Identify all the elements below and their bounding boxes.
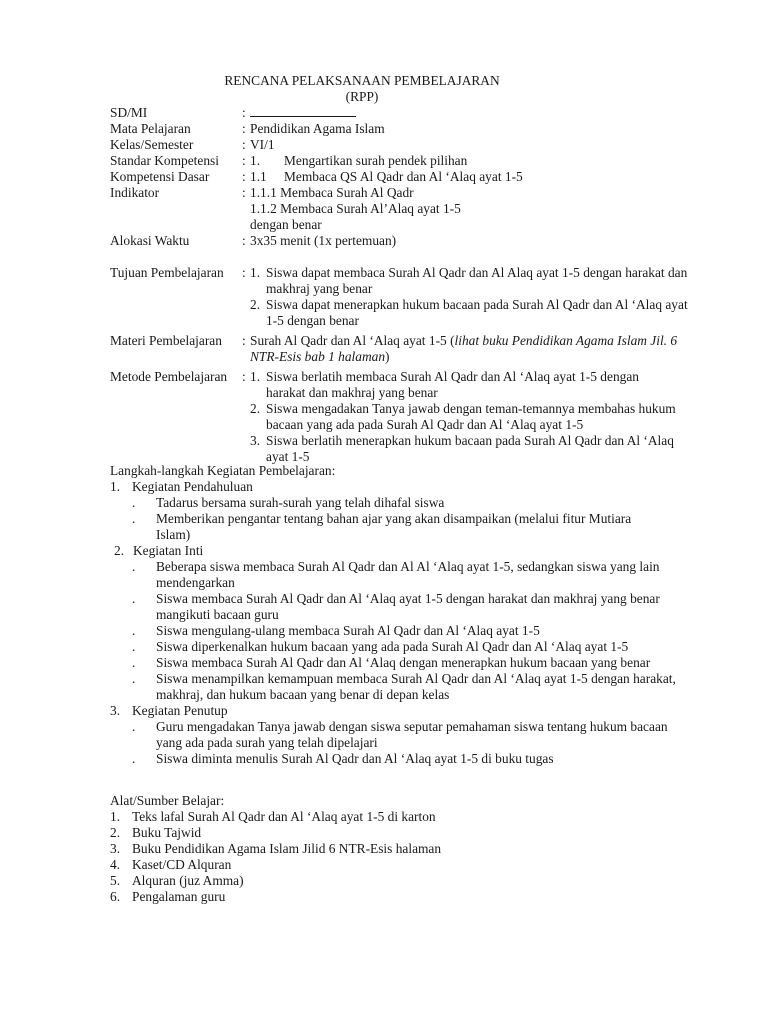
list-item: . Tadarus bersama surah-surah yang telah dihafal siswa [132, 495, 445, 510]
identity-block [110, 105, 710, 465]
row-kelas: Kelas/Semester : VI/1 [110, 137, 275, 152]
list-item: 5. Alquran (juz Amma) [110, 873, 244, 888]
list-item: . Beberapa siswa membaca Surah Al Qadr dan Al Al ‘Alaq ayat 1-5, sedangkan siswa yang lain mendengarkan [132, 559, 660, 590]
steps-heading: Langkah-langkah Kegiatan Pembelajaran: [110, 463, 336, 478]
list-item: . Siswa diperkenalkan hukum bacaan yang ada pada Surah Al Qadr dan Al ‘Alaq ayat 1-5 [132, 639, 629, 654]
list-item: 2. Siswa dapat menerapkan hukum bacaan pada Surah Al Qadr dan Al ‘Alaq ayat 1-5 dengan benar [250, 297, 688, 328]
list-item: . Siswa diminta menulis Surah Al Qadr dan Al ‘Alaq ayat 1-5 di buku tugas [132, 751, 554, 766]
list-item: . Siswa menampilkan kemampuan membaca Surah Al Qadr dan Al ‘Alaq ayat 1-5 dengan harakat, makhraj, dan hukum bacaan yang benar di depan kelas [132, 671, 676, 702]
list-item: 3. Siswa berlatih menerapkan hukum bacaan pada Surah Al Qadr dan Al ‘Alaq ayat 1-5 [250, 433, 674, 464]
row-materi: Materi Pembelajaran : Surah Al Qadr dan Al ‘Alaq ayat 1-5 (lihat buku Pendidikan Agama Islam Jil. 6 NTR-Esis bab 1 halaman) [110, 333, 678, 364]
list-item: . Guru mengadakan Tanya jawab dengan siswa seputar pemahaman siswa tentang hukum bacaan yang ada pada surah yang telah dipelajari [132, 719, 668, 750]
tools-heading: Alat/Sumber Belajar: [110, 793, 225, 808]
row-mapel: Mata Pelajaran : Pendidikan Agama Islam [110, 121, 385, 136]
list-item: . Siswa membaca Surah Al Qadr dan Al ‘Alaq ayat 1-5 dengan harakat dan makhraj yang benar mangikuti bacaan guru [132, 591, 660, 622]
row-sdmi: SD/MI : [110, 105, 710, 121]
document-title: RENCANA PELAKSANAAN PEMBELAJARAN [224, 73, 500, 88]
list-item: 1. Siswa dapat membaca Surah Al Qadr dan Al Alaq ayat 1-5 dengan harakat dan makhraj yang benar [250, 265, 688, 296]
blank-school-field [250, 105, 356, 117]
learning-resources [110, 793, 710, 905]
list-item: 1. Siswa berlatih membaca Surah Al Qadr dan Al ‘Alaq ayat 1-5 dengan harakat dan makhraj yang benar [250, 369, 639, 400]
row-indikator: Indikator : 1.1.1 Membaca Surah Al Qadr 1.1.2 Membaca Surah Al’Alaq ayat 1-5 dengan benar [110, 185, 461, 232]
list-item: 4. Kaset/CD Alquran [110, 857, 232, 872]
list-item: . Siswa membaca Surah Al Qadr dan Al ‘Alaq dengan menerapkan hukum bacaan yang benar [132, 655, 651, 670]
list-item: 1. Teks lafal Surah Al Qadr dan Al ‘Alaq ayat 1-5 di karton [110, 809, 436, 824]
section-penutup: 3. Kegiatan Penutup [110, 703, 228, 718]
row-metode: Metode Pembelajaran : 1. Siswa berlatih membaca Surah Al Qadr dan Al ‘Alaq ayat 1-5 dengan harakat dan makhraj yang benar 2. Siswa mengadakan Tanya jawab dengan teman-temannya membahas hukum bacaan yang ada pada Surah Al Qadr dan Al ‘Alaq ayat 1-5 3. Siswa berlatih menerapkan hukum bacaan pada Surah Al Qadr dan Al ‘Alaq ayat 1-5 [110, 369, 710, 465]
row-tujuan: Tujuan Pembelajaran : 1. Siswa dapat membaca Surah Al Qadr dan Al Alaq ayat 1-5 dengan harakat dan makhraj yang benar 2. Siswa dapat menerapkan hukum bacaan pada Surah Al Qadr dan Al ‘Alaq ayat 1-5 dengan benar [110, 265, 710, 329]
section-pendahuluan: 1. Kegiatan Pendahuluan [110, 479, 253, 494]
row-alokasi-waktu: Alokasi Waktu : 3x35 menit (1x pertemuan) [110, 233, 397, 248]
list-item: 2. Siswa mengadakan Tanya jawab dengan teman-temannya membahas hukum bacaan yang ada pada Surah Al Qadr dan Al ‘Alaq ayat 1-5 [250, 401, 676, 432]
list-item: . Memberikan pengantar tentang bahan ajar yang akan disampaikan (melalui fitur Mutiara Islam) [132, 511, 632, 542]
learning-steps [110, 463, 710, 767]
list-item: . Siswa mengulang-ulang membaca Surah Al Qadr dan Al ‘Alaq ayat 1-5 [132, 623, 540, 638]
document-subtitle: (RPP) [345, 89, 379, 104]
list-item: 6. Pengalaman guru [110, 889, 226, 904]
list-item: 2. Buku Tajwid [110, 825, 202, 840]
row-kompetensi-dasar: Kompetensi Dasar : 1.1 Membaca QS Al Qadr dan Al ‘Alaq ayat 1-5 [110, 169, 523, 184]
list-item: 3. Buku Pendidikan Agama Islam Jilid 6 NTR-Esis halaman [110, 841, 442, 856]
row-standar-kompetensi: Standar Kompetensi : 1. Mengartikan surah pendek pilihan [110, 153, 468, 168]
section-inti: 2. Kegiatan Inti [114, 543, 204, 558]
